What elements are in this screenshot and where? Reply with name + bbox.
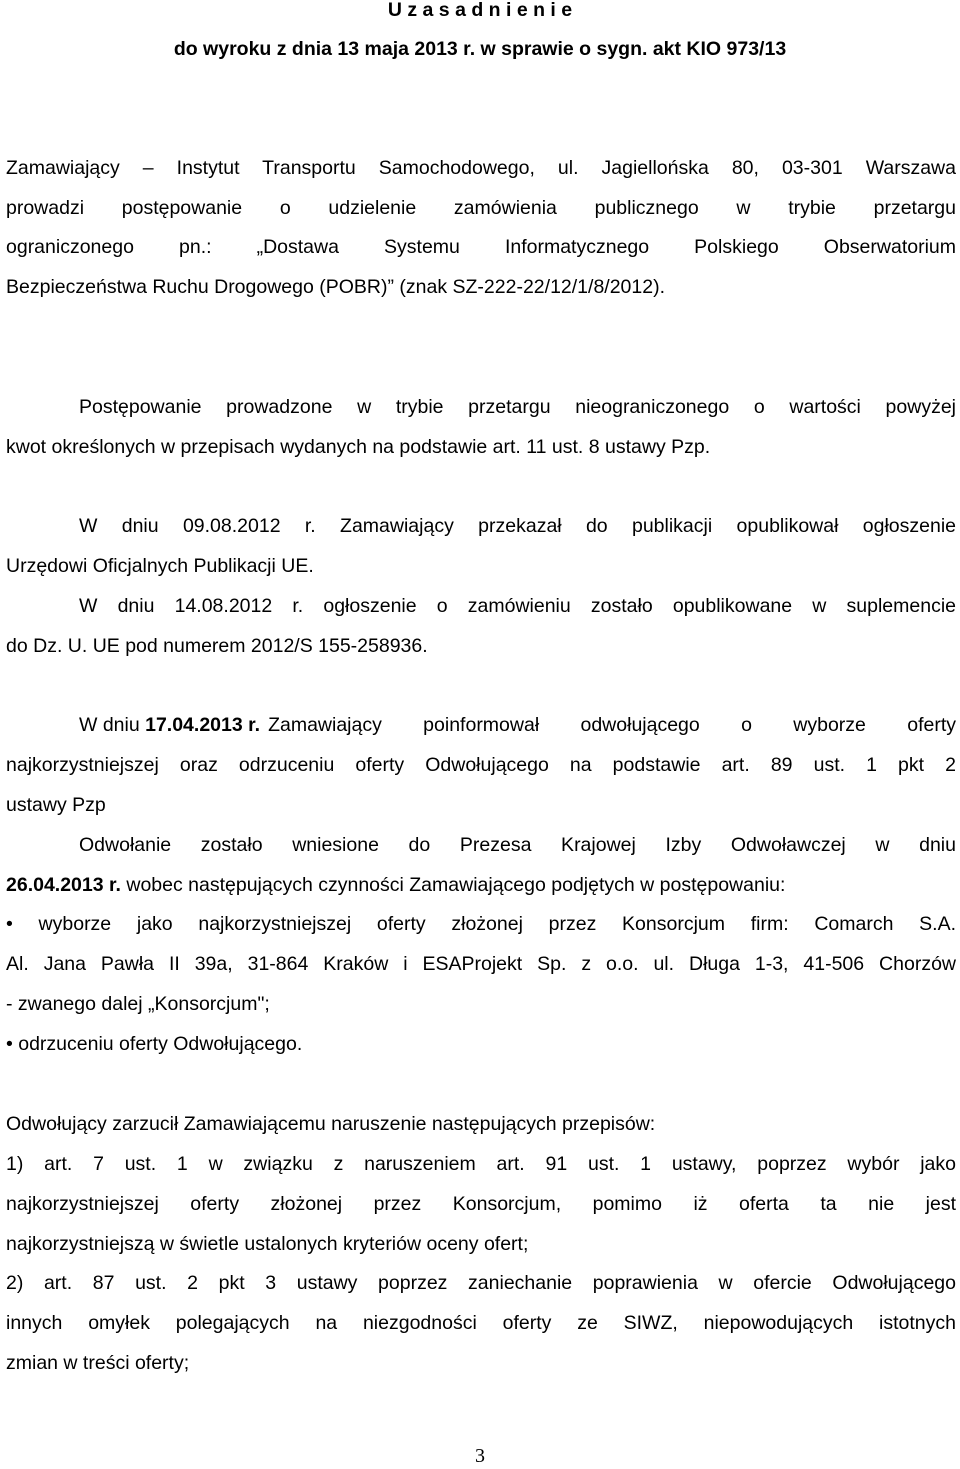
appeal-text: wobec następujących czynności Zamawiającego podjętych w postępowaniu: (120, 874, 786, 896)
document-subtitle: do wyroku z dnia 13 maja 2013 r. w sprawie o sygn. akt KIO 973/13 (173, 38, 787, 60)
procedure-line-2: kwot określonych w przepisach wydanych na podstawie art. 11 ust. 8 ustawy Pzp. (6, 436, 711, 458)
notice2-line-1: W dniu 14.08.2012 r. ogłoszenie o zamówieniu zostało opublikowane w suplemencie (79, 595, 956, 617)
charge-2-line-1: 2) art. 87 ust. 2 pkt 3 ustawy poprzez zaniechanie poprawienia w ofercie Odwołującego (6, 1272, 956, 1294)
page-number: 3 (475, 1445, 485, 1467)
bullet-item-2: • odrzuceniu oferty Odwołującego. (6, 1033, 303, 1055)
bullet-item-1-line-3: - zwanego dalej „Konsorcjum"; (6, 993, 270, 1015)
charge-2-line-3: zmian w treści oferty; (6, 1352, 190, 1374)
procedure-line-1: Postępowanie prowadzone w trybie przetargu nieograniczonego o wartości powyżej (79, 396, 956, 418)
decision-line-2: najkorzystniejszej oraz odrzuceniu oferty Odwołującego na podstawie art. 89 ust. 1 pkt 2 (6, 754, 956, 776)
notice2-line-2: do Dz. U. UE pod numerem 2012/S 155-258936. (6, 635, 428, 657)
intro-line-3: ograniczonego pn.: „Dostawa Systemu Informatycznego Polskiego Obserwatorium (6, 236, 956, 258)
bullet-item-1-line-1: • wyborze jako najkorzystniejszej oferty złożonej przez Konsorcjum firm: Comarch S.A. (6, 913, 956, 935)
intro-line-2: prowadzi postępowanie o udzielenie zamówienia publicznego w trybie przetargu (6, 197, 956, 219)
decision-line-1 (79, 712, 956, 738)
notice1-line-1: W dniu 09.08.2012 r. Zamawiający przekazał do publikacji opublikował ogłoszenie (79, 515, 956, 537)
decision-intro: W dniu 17.04.2013 r. (79, 714, 261, 736)
bullet-item-1-line-2: Al. Jana Pawła II 39a, 31-864 Kraków i ESAProjekt Sp. z o.o. ul. Długa 1-3, 41-506 Chorzów (6, 953, 956, 975)
charges-intro: Odwołujący zarzucił Zamawiającemu naruszenie następujących przepisów: (6, 1113, 656, 1135)
intro-line-4: Bezpieczeństwa Ruchu Drogowego (POBR)” (znak SZ-222-22/12/1/8/2012). (6, 276, 665, 298)
decision-line-3: ustawy Pzp (6, 794, 106, 816)
decision-date: 17.04.2013 r. (145, 714, 261, 736)
charge-1-line-2: najkorzystniejszej oferty złożonej przez Konsorcjum, pomimo iż oferta ta nie jest (6, 1193, 956, 1215)
decision-text: Zamawiający poinformował odwołującego o wyborze oferty (268, 714, 956, 736)
appeal-date: 26.04.2013 r. (6, 874, 121, 896)
charge-1-line-3: najkorzystniejszą w świetle ustalonych kryteriów oceny ofert; (6, 1233, 529, 1255)
intro-line-1: Zamawiający – Instytut Transportu Samochodowego, ul. Jagiellońska 80, 03-301 Warszawa (6, 157, 956, 179)
charge-2-line-2: innych omyłek polegających na niezgodności oferty ze SIWZ, niepowodujących istotnych (6, 1312, 956, 1334)
charge-1-line-1: 1) art. 7 ust. 1 w związku z naruszeniem art. 91 ust. 1 ustawy, poprzez wybór jako (6, 1153, 956, 1175)
appeal-line-1: Odwołanie zostało wniesione do Prezesa Krajowej Izby Odwoławczej w dniu (79, 834, 956, 856)
appeal-line-2 (6, 872, 956, 898)
document-title: U z a s a d n i e n i e (387, 0, 573, 21)
notice1-line-2: Urzędowi Oficjalnych Publikacji UE. (6, 555, 314, 577)
